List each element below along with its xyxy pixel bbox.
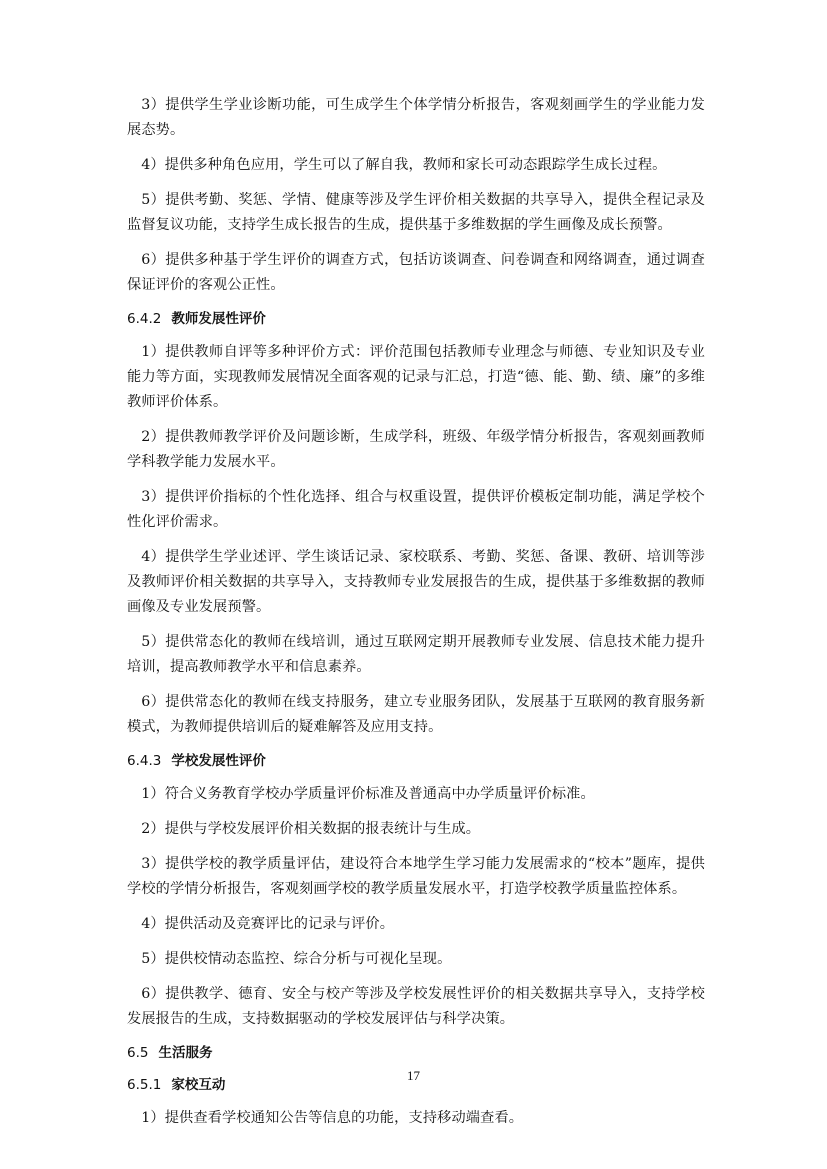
list-item: 4）提供活动及竞赛评比的记录与评价。: [141, 916, 395, 932]
paragraph-item-3: 3）提供学生学业诊断功能，可生成学生个体学情分析报告，客观刻画学生的学业能力发展态势。: [127, 97, 705, 138]
paragraph-item-6: 6）提供多种基于学生评价的调查方式，包括访谈调查、问卷调查和网络调查，通过调查保证评价的客观公正性。: [127, 252, 705, 293]
section-title: 生活服务: [158, 1045, 213, 1061]
page-number: 17: [407, 1068, 420, 1083]
list-item: 3）提供评价指标的个性化选择、组合与权重设置，提供评价模板定制功能，满足学校个性化评价需求。: [127, 489, 705, 530]
section-number: 6.5: [127, 1045, 149, 1061]
list-item: 1）符合义务教育学校办学质量评价标准及普通高中办学质量评价标准。: [141, 786, 595, 802]
paragraph-item-5: 5）提供考勤、奖惩、学情、健康等涉及学生评价相关数据的共享导入，提供全程记录及监督复议功能，支持学生成长报告的生成，提供基于多维数据的学生画像及成长预警。: [127, 192, 705, 233]
page-content: [127, 93, 705, 1141]
paragraph-item-4: 4）提供多种角色应用，学生可以了解自我，教师和家长可动态跟踪学生成长过程。: [141, 157, 667, 173]
list-item: 6）提供常态化的教师在线支持服务，建立专业服务团队，发展基于互联网的教育服务新模式，为教师提供培训后的疑难解答及应用支持。: [127, 694, 705, 735]
list-item: 2）提供与学校发展评价相关数据的报表统计与生成。: [141, 821, 481, 837]
section-heading-6-4-2: [127, 308, 705, 330]
list-item: 5）提供常态化的教师在线培训，通过互联网定期开展教师专业发展、信息技术能力提升培训，提高教师教学水平和信息素养。: [127, 634, 705, 675]
list-item: 1）提供查看学校通知公告等信息的功能，支持移动端查看。: [141, 1110, 524, 1126]
list-item: 6）提供教学、德育、安全与校产等涉及学校发展性评价的相关数据共享导入，支持学校发展报告的生成，支持数据驱动的学校发展评估与科学决策。: [127, 986, 705, 1027]
section-title: 家校互动: [171, 1077, 226, 1093]
list-item: 4）提供学生学业述评、学生谈话记录、家校联系、考勤、奖惩、备课、教研、培训等涉及教师评价相关数据的共享导入，支持教师专业发展报告的生成，提供基于多维数据的教师画像及专业发展预警。: [127, 549, 705, 615]
list-item: 2）提供教师教学评价及问题诊断，生成学科，班级、年级学情分析报告，客观刻画教师学科教学能力发展水平。: [127, 429, 705, 470]
section-heading-6-5: [127, 1042, 705, 1064]
section-number: 6.5.1: [127, 1077, 162, 1093]
section-title: 教师发展性评价: [171, 311, 266, 327]
section-number: 6.4.2: [127, 311, 162, 327]
list-item: 1）提供教师自评等多种评价方式：评价范围包括教师专业理念与师德、专业知识及专业能力等方面，实现教师发展情况全面客观的记录与汇总，打造“德、能、勤、绩、廉”的多维教师评价体系。: [127, 344, 705, 410]
section-title: 学校发展性评价: [171, 753, 266, 769]
section-heading-6-4-3: [127, 750, 705, 772]
list-item: 3）提供学校的教学质量评估，建设符合本地学生学习能力发展需求的“校本”题库，提供学校的学情分析报告，客观刻画学校的教学质量发展水平，打造学校教学质量监控体系。: [127, 856, 705, 897]
section-number: 6.4.3: [127, 753, 162, 769]
list-item: 5）提供校情动态监控、综合分析与可视化呈现。: [141, 951, 452, 967]
